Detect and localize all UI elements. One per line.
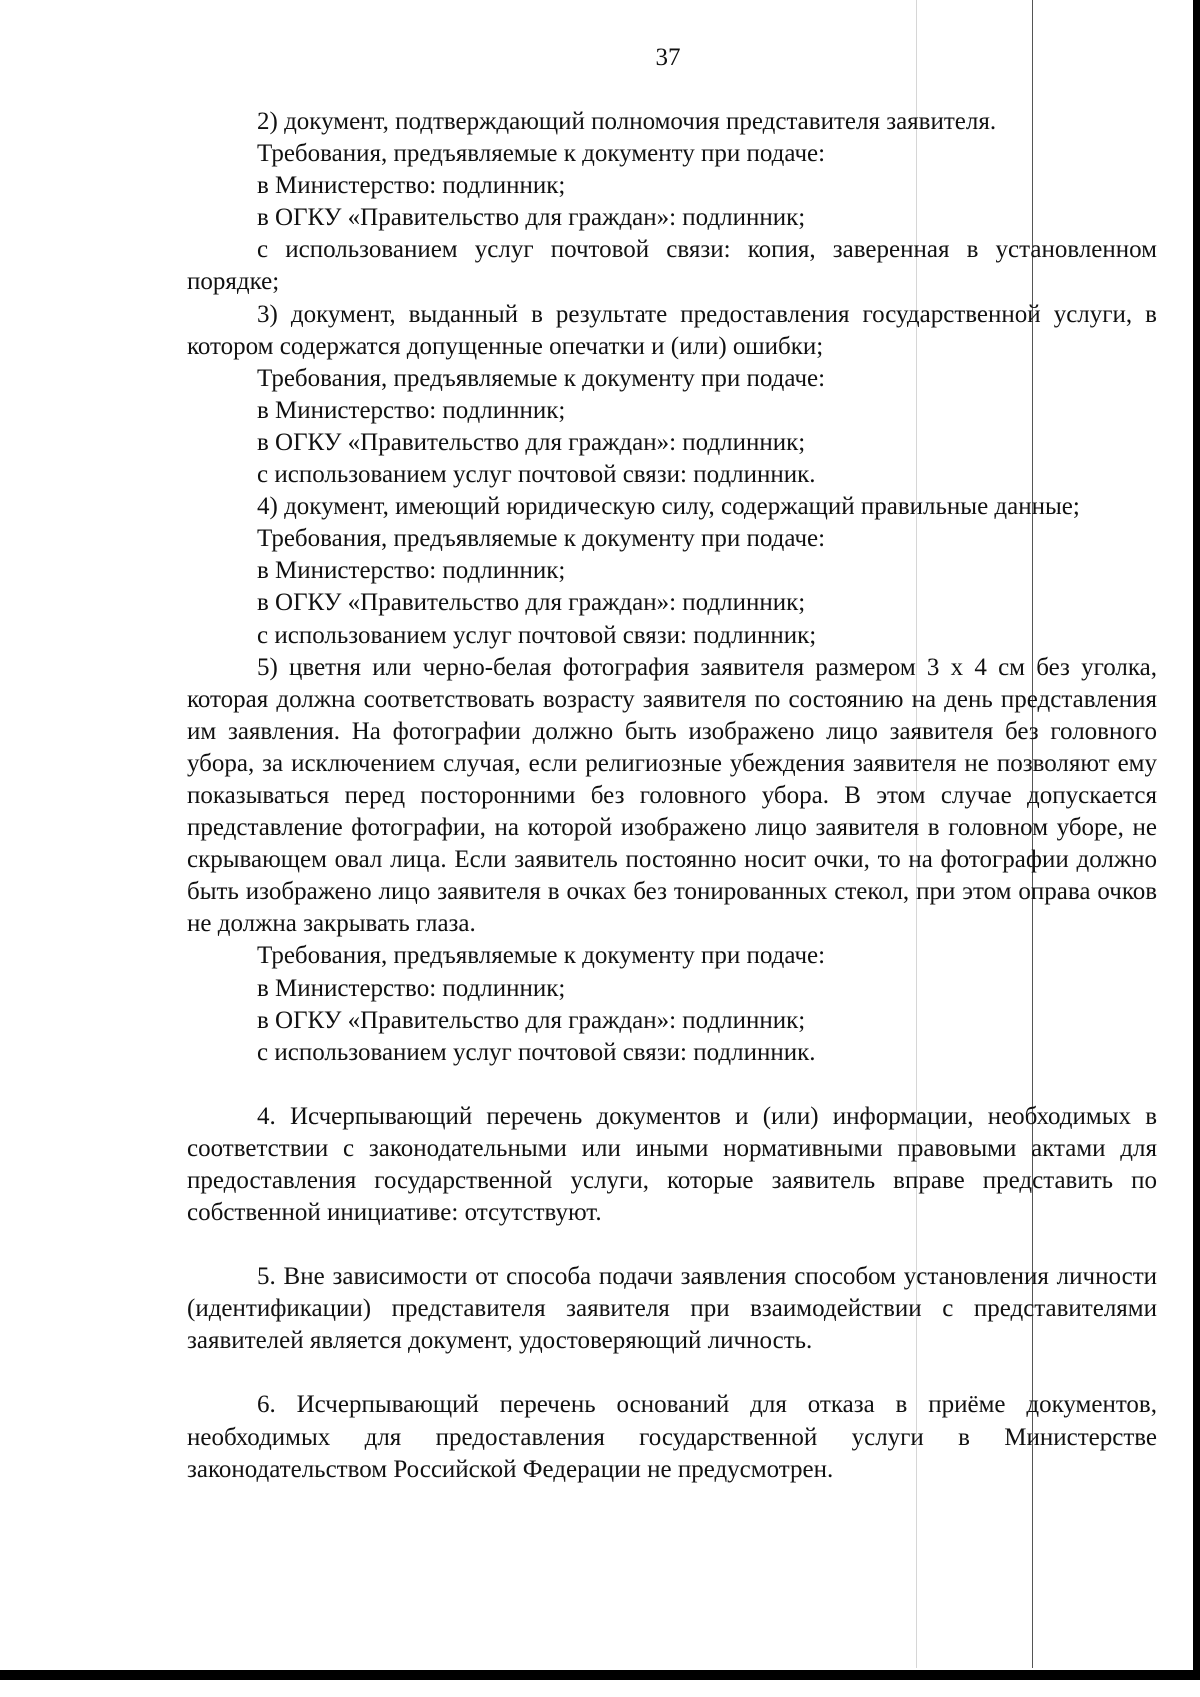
requirements-heading: Требования, предъявляемые к документу при подаче: (257, 942, 826, 970)
requirement-ogku: в ОГКУ «Правительство для граждан»: подлинник; (257, 589, 806, 617)
requirements-heading: Требования, предъявляемые к документу при подаче: (257, 364, 826, 392)
requirements-heading: Требования, предъявляемые к документу при подаче: (257, 140, 826, 168)
requirement-ministry: в Министерство: подлинник; (257, 557, 566, 585)
requirement-postal: с использованием услуг почтовой связи: подлинник; (257, 621, 817, 649)
requirement-ministry: в Министерство: подлинник; (257, 396, 566, 424)
section-5-identity-verification: 5. Вне зависимости от способа подачи заявления способом установления личности (идентификации) представителя заявителя при взаимодействии с представителями заявителей является документ, удостоверяющий личность. (187, 1263, 1157, 1355)
requirements-heading: Требования, предъявляемые к документу при подаче: (257, 525, 826, 553)
section-4-optional-documents: 4. Исчерпывающий перечень документов и (или) информации, необходимых в соответствии с законодательными или иными нормативными правовыми актами для предоставления государственной услуги, которые заявитель вправе представить по собственной инициативе: отсутствуют. (187, 1102, 1157, 1227)
section-6-refusal-grounds: 6. Исчерпывающий перечень оснований для отказа в приёме документов, необходимых для предоставления государственной услуги в Министерстве законодательством Российской Федерации не предусмотрен. (187, 1391, 1157, 1483)
item-4-correct-document: 4) документ, имеющий юридическую силу, содержащий правильные данные; (257, 493, 1080, 521)
item-5-photograph: 5) цветня или черно-белая фотография заявителя размером 3 х 4 см без уголка, которая должна соответствовать возрасту заявителя по состоянию на день представления им заявления. На фотографии должно быть изображено лицо заявителя без головного убора, за исключением случая, если религиозные убеждения заявителя не позволяют ему показываться перед посторонними без головного убора. В этом случае допускается представление фотографии, на которой изображено лицо заявителя в головном уборе, не скрывающем овал лица. Если заявитель постоянно носит очки, то на фотографии должно быть изображено лицо заявителя в очках без тонированных стекол, при этом оправа очков не должна закрывать глаза. (187, 653, 1157, 938)
document-body (187, 106, 1157, 1486)
requirement-ogku: в ОГКУ «Правительство для граждан»: подлинник; (257, 204, 806, 232)
requirement-ministry: в Министерство: подлинник; (257, 974, 566, 1002)
requirement-ogku: в ОГКУ «Правительство для граждан»: подлинник; (257, 428, 806, 456)
item-2-representative-authority: 2) документ, подтверждающий полномочия представителя заявителя. (257, 108, 997, 135)
item-3-issued-document: 3) документ, выданный в результате предоставления государственной услуги, в котором содержатся допущенные опечатки и (или) ошибки; (187, 300, 1157, 360)
scan-border-bottom (0, 1670, 1200, 1680)
scan-border-right (1193, 0, 1200, 1680)
page-number: 37 (655, 44, 681, 71)
requirement-postal: с использованием услуг почтовой связи: копия, заверенная в установленном порядке; (187, 236, 1157, 296)
requirement-ogku: в ОГКУ «Правительство для граждан»: подлинник; (257, 1006, 806, 1034)
requirement-postal: с использованием услуг почтовой связи: подлинник. (257, 461, 816, 489)
requirement-ministry: в Министерство: подлинник; (257, 172, 566, 200)
requirement-postal: с использованием услуг почтовой связи: подлинник. (257, 1038, 816, 1066)
